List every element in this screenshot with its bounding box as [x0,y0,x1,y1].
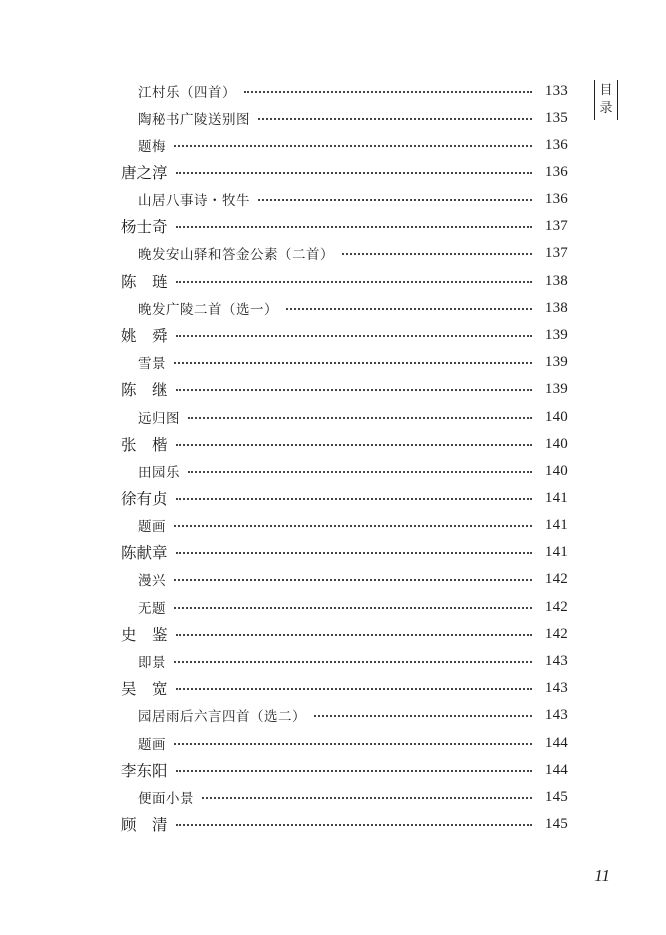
entry-page-number: 142 [544,570,568,587]
entry-page-number: 143 [544,652,568,669]
entry-page-number: 145 [544,788,568,805]
author-name: 陈 琏 [121,273,168,291]
dot-leader [174,145,532,147]
dot-leader [258,199,532,201]
dot-leader [174,607,532,609]
dot-leader [174,743,532,745]
toc-author-entry[interactable] [121,623,568,645]
entry-page-number: 139 [544,353,568,370]
entry-page-number: 137 [544,244,568,261]
entry-title: 便面小景 [138,791,194,807]
toc-entry[interactable] [138,786,568,808]
entry-page-number: 142 [544,598,568,615]
entry-title: 题画 [138,737,166,753]
toc-entry[interactable] [138,704,568,726]
dot-leader [176,226,532,228]
entry-title: 无题 [138,601,166,617]
entry-page-number: 137 [544,217,568,234]
entry-page-number: 140 [544,462,568,479]
entry-page-number: 139 [544,380,568,397]
toc-author-entry[interactable] [121,487,568,509]
dot-leader [176,824,532,826]
entry-title: 漫兴 [138,573,166,589]
entry-title: 田园乐 [138,465,180,481]
author-name: 陈献章 [121,544,168,562]
dot-leader [176,688,532,690]
section-tab [594,80,618,120]
toc-author-entry[interactable] [121,324,568,346]
toc-entry[interactable] [138,107,568,129]
dot-leader [258,118,532,120]
entry-page-number: 144 [544,734,568,751]
entry-page-number: 140 [544,408,568,425]
entry-title: 题梅 [138,139,166,155]
toc-entry[interactable] [138,242,568,264]
toc-author-entry[interactable] [121,759,568,781]
toc-author-entry[interactable] [121,433,568,455]
entry-title: 题画 [138,519,166,535]
dot-leader [176,172,532,174]
entry-page-number: 136 [544,190,568,207]
toc-entry[interactable] [138,732,568,754]
author-name: 唐之淳 [121,164,168,182]
dot-leader [176,498,532,500]
dot-leader [176,281,532,283]
dot-leader [174,362,532,364]
toc-author-entry[interactable] [121,541,568,563]
dot-leader [176,770,532,772]
entry-title: 晚发安山驿和答金公素（二首） [138,247,334,263]
entry-page-number: 142 [544,625,568,642]
toc-entry[interactable] [138,568,568,590]
toc-author-entry[interactable] [121,378,568,400]
dot-leader [188,417,532,419]
dot-leader [314,715,532,717]
entry-title: 园居雨后六言四首（选二） [138,709,306,725]
dot-leader [176,552,532,554]
entry-page-number: 141 [544,516,568,533]
dot-leader [176,335,532,337]
toc-entry[interactable] [138,351,568,373]
entry-title: 晚发广陵二首（选一） [138,302,278,318]
dot-leader [176,634,532,636]
toc-entry[interactable] [138,514,568,536]
entry-page-number: 139 [544,326,568,343]
entry-title: 即景 [138,655,166,671]
entry-page-number: 141 [544,543,568,560]
author-name: 张 楷 [121,436,168,454]
dot-leader [176,389,532,391]
dot-leader [342,253,532,255]
entry-title: 陶秘书广陵送别图 [138,112,250,128]
entry-page-number: 138 [544,299,568,316]
toc-author-entry[interactable] [121,161,568,183]
toc-entry[interactable] [138,596,568,618]
entry-page-number: 143 [544,679,568,696]
dot-leader [174,525,532,527]
toc-entry[interactable] [138,650,568,672]
entry-page-number: 136 [544,136,568,153]
section-tab-label: 目 [599,83,613,98]
entry-title: 雪景 [138,356,166,372]
entry-title: 江村乐（四首） [138,85,236,101]
toc-entry[interactable] [138,80,568,102]
toc-entry[interactable] [138,297,568,319]
dot-leader [176,444,532,446]
entry-page-number: 140 [544,435,568,452]
entry-page-number: 133 [544,82,568,99]
entry-page-number: 135 [544,109,568,126]
author-name: 徐有贞 [121,490,168,508]
entry-page-number: 145 [544,815,568,832]
author-name: 姚 舜 [121,327,168,345]
entry-title: 远归图 [138,411,180,427]
dot-leader [286,308,532,310]
page-number: 11 [594,866,610,885]
section-tab-label: 录 [599,101,613,116]
toc-author-entry[interactable] [121,215,568,237]
toc-entry[interactable] [138,134,568,156]
author-name: 陈 继 [121,381,168,399]
entry-page-number: 144 [544,761,568,778]
entry-page-number: 143 [544,706,568,723]
toc-entry[interactable] [138,460,568,482]
entry-page-number: 138 [544,272,568,289]
entry-page-number: 141 [544,489,568,506]
author-name: 杨士奇 [121,218,168,236]
dot-leader [244,91,532,93]
author-name: 顾 清 [121,816,168,834]
dot-leader [174,661,532,663]
author-name: 史 鉴 [121,626,168,644]
toc-author-entry[interactable] [121,270,568,292]
author-name: 吴 宽 [121,680,168,698]
toc-author-entry[interactable] [121,677,568,699]
entry-title: 山居八事诗・牧牛 [138,193,250,209]
dot-leader [188,471,532,473]
toc-entry[interactable] [138,188,568,210]
dot-leader [202,797,532,799]
toc-author-entry[interactable] [121,813,568,835]
author-name: 李东阳 [121,762,168,780]
entry-page-number: 136 [544,163,568,180]
dot-leader [174,579,532,581]
toc-entry[interactable] [138,406,568,428]
